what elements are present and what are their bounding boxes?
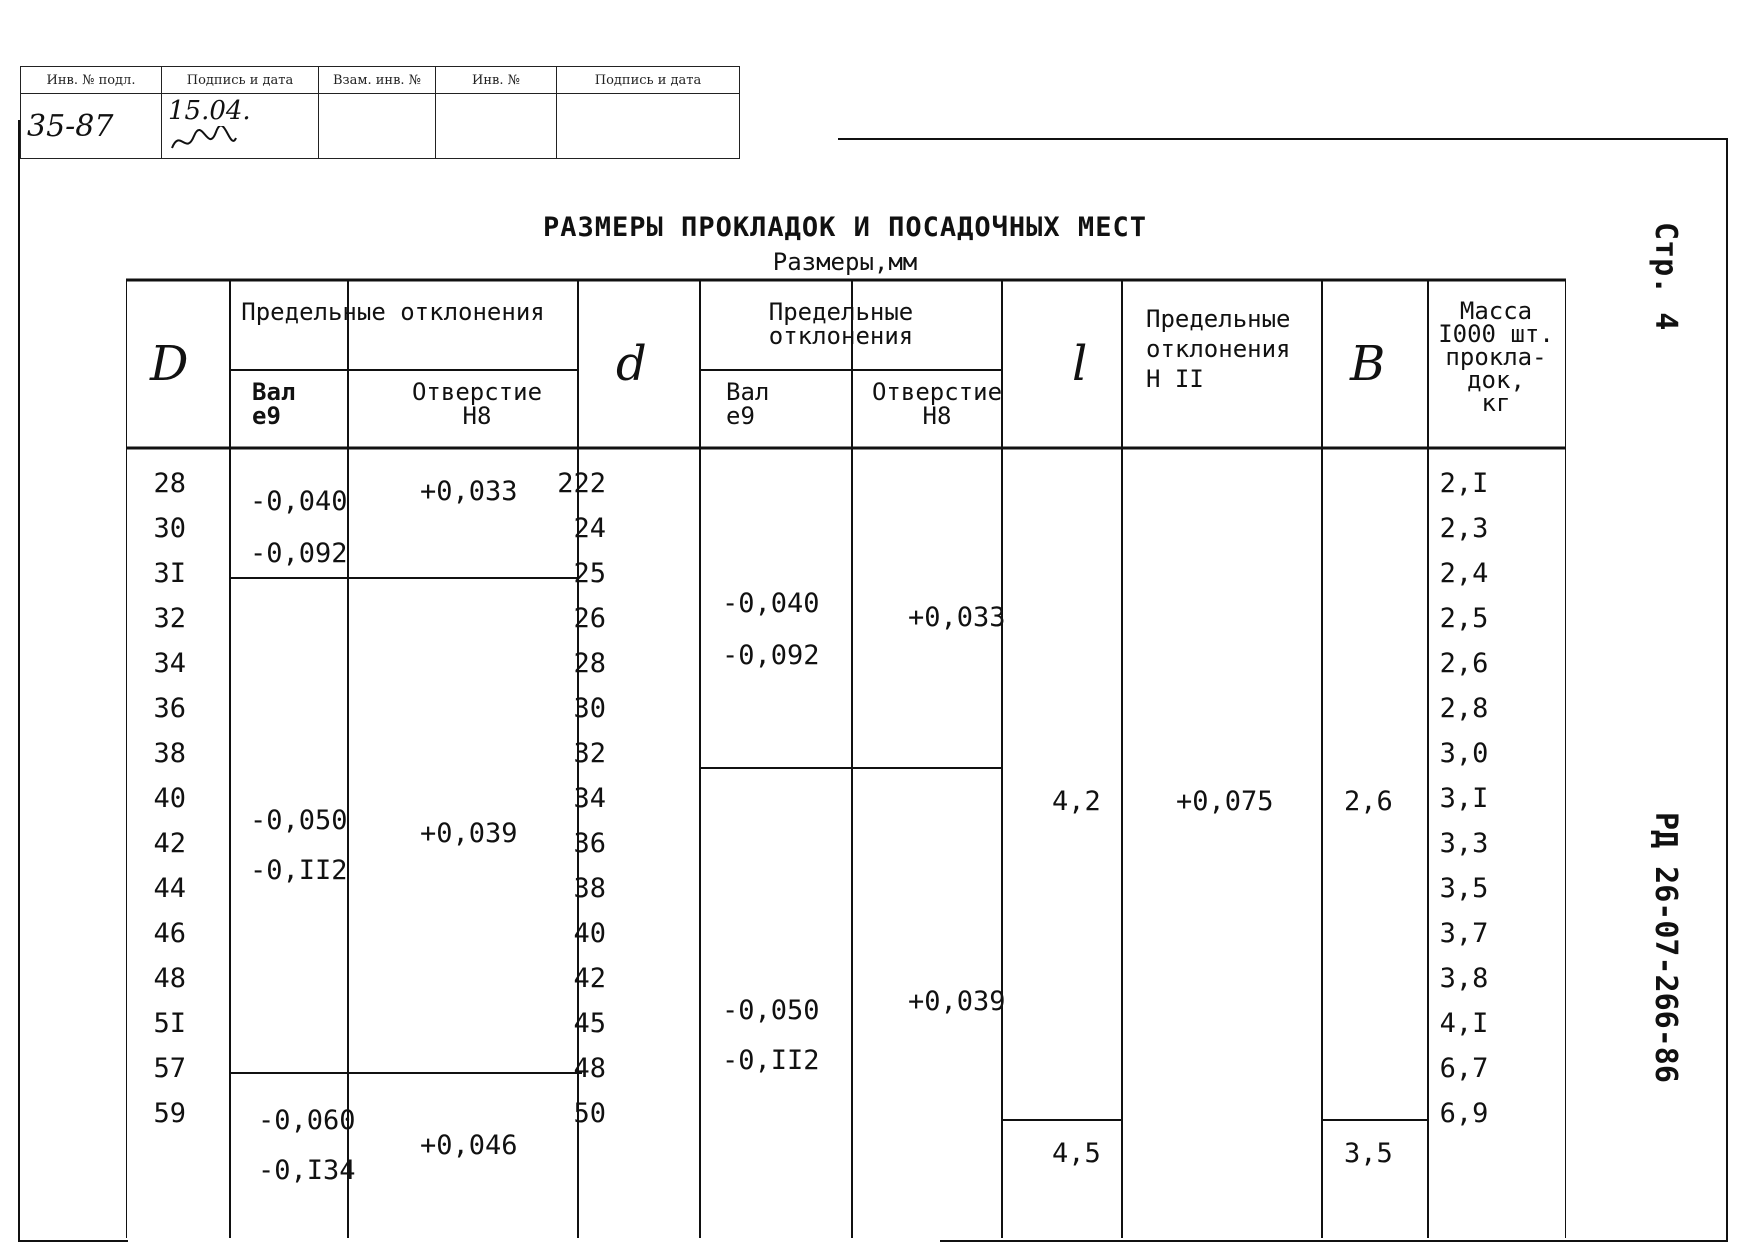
stamp-header-signature-date: Подпись и дата (162, 67, 319, 94)
d-cell: 45 (573, 1008, 606, 1039)
mass-cell: 2,6 (1439, 648, 1489, 679)
D-cell: 48 (153, 963, 186, 994)
stamp-empty-cell-1 (319, 94, 436, 159)
D-cell: 5I (153, 1008, 186, 1039)
d-cell: 42 (573, 963, 606, 994)
dimensions-table (126, 278, 1566, 1238)
stamp-inv-number-cell (21, 94, 162, 159)
D-cell: 3I (153, 558, 186, 589)
l-group-2: 4,5 (1052, 1138, 1101, 1169)
header-dev-d: Предельные отклонения (768, 298, 914, 350)
D-cell: 36 (153, 693, 186, 724)
table-grid (126, 278, 1566, 1238)
d-cell: 50 (573, 1098, 606, 1129)
header-d: d (616, 336, 647, 392)
B-group-1: 2,6 (1344, 786, 1393, 817)
mass-cell: 2,5 (1439, 603, 1489, 634)
d-hole-group-2: +0,039 (908, 986, 1006, 1017)
mass-cell: 2,I (1439, 468, 1489, 499)
d-cell: 25 (573, 558, 606, 589)
page-subtitle: Размеры,мм (772, 248, 918, 276)
stamp-header-inv-podl: Инв. № подл. (21, 67, 162, 94)
stamp-signature-cell (162, 94, 319, 159)
stamp-date: 15.04. (168, 96, 251, 126)
D-cell: 40 (153, 783, 186, 814)
d-shaft-group-1: -0,040 -0,092 (722, 588, 820, 671)
mass-cell: 6,7 (1439, 1053, 1489, 1084)
header-l: l (1072, 336, 1088, 392)
d-cell: 24 (573, 513, 606, 544)
mass-cell: 6,9 (1439, 1098, 1489, 1129)
frame-bottom-left (18, 1240, 128, 1242)
B-group-2: 3,5 (1344, 1138, 1393, 1169)
signature-scribble (168, 126, 238, 156)
header-hole-D: Отверстие H8 (411, 378, 543, 430)
mass-cell: 2,8 (1439, 693, 1489, 724)
d-cell: 38 (573, 873, 606, 904)
header-shaft-D: Вал e9 (252, 378, 296, 430)
stamp-inv-number: 35-87 (27, 108, 114, 144)
l-group-1: 4,2 (1052, 786, 1101, 817)
stamp-header-signature-date-2: Подпись и дата (557, 67, 740, 94)
page-title: РАЗМЕРЫ ПРОКЛАДОК И ПОСАДОЧНЫХ МЕСТ (543, 212, 1147, 243)
d-cell: 40 (573, 918, 606, 949)
header-B: B (1350, 336, 1386, 392)
stamp-empty-cell-2 (436, 94, 557, 159)
page-label: Стр. 4 (1648, 222, 1683, 331)
mass-cell: 3,0 (1439, 738, 1489, 769)
D-cell: 44 (153, 873, 186, 904)
D-cell: 57 (153, 1053, 186, 1084)
D-hole-group-2: +0,039 (420, 818, 518, 849)
d-cell: 222 (557, 468, 606, 499)
D-cell: 46 (153, 918, 186, 949)
header-D: D (150, 336, 189, 392)
frame-left (18, 120, 20, 1242)
d-cell: 26 (573, 603, 606, 634)
l-deviation: +0,075 (1176, 786, 1274, 817)
header-dev-D: Предельные отклонения (241, 298, 545, 326)
mass-cell: 3,7 (1439, 918, 1489, 949)
mass-cell: 4,I (1439, 1008, 1489, 1039)
d-cell: 48 (573, 1053, 606, 1084)
d-cell: 30 (573, 693, 606, 724)
d-cell: 36 (573, 828, 606, 859)
frame-bottom-right (940, 1240, 1728, 1242)
d-shaft-group-2: -0,050 -0,II2 (722, 995, 820, 1076)
mass-cell: 3,3 (1439, 828, 1489, 859)
header-mass: Масса I000 шт. прокла- док, кг (1438, 297, 1554, 417)
mass-cell: 2,3 (1439, 513, 1489, 544)
header-shaft-d: Вал e9 (726, 378, 770, 430)
d-cell: 28 (573, 648, 606, 679)
D-cell: 38 (153, 738, 186, 769)
D-cell: 32 (153, 603, 186, 634)
mass-cell: 2,4 (1439, 558, 1489, 589)
D-shaft-group-3: -0,060 -0,I34 (258, 1105, 356, 1186)
D-hole-group-1: +0,033 (420, 476, 518, 507)
stamp-block (20, 66, 740, 159)
stamp-empty-cell-3 (557, 94, 740, 159)
D-shaft-group-2: -0,050 -0,II2 (250, 805, 348, 886)
stamp-header-replace-inv: Взам. инв. № (319, 67, 436, 94)
d-cell: 34 (573, 783, 606, 814)
doc-code: РД 26-07-266-86 (1648, 812, 1683, 1083)
stamp-header-inv-dup: Инв. № (436, 67, 557, 94)
d-cell: 32 (573, 738, 606, 769)
frame-right (1726, 138, 1728, 1242)
D-cell: 30 (153, 513, 186, 544)
D-cell: 28 (153, 468, 186, 499)
mass-cell: 3,8 (1439, 963, 1489, 994)
D-hole-group-3: +0,046 (420, 1130, 518, 1161)
header-dev-l: Предельные отклонения Н II (1146, 305, 1291, 393)
frame-top (838, 138, 1728, 140)
D-cell: 34 (153, 648, 186, 679)
D-cell: 42 (153, 828, 186, 859)
header-hole-d: Отверстие H8 (871, 378, 1003, 430)
D-shaft-group-1: -0,040 -0,092 (250, 486, 348, 569)
d-hole-group-1: +0,033 (908, 602, 1006, 633)
D-cell: 59 (153, 1098, 186, 1129)
mass-cell: 3,5 (1439, 873, 1489, 904)
mass-cell: 3,I (1439, 783, 1489, 814)
